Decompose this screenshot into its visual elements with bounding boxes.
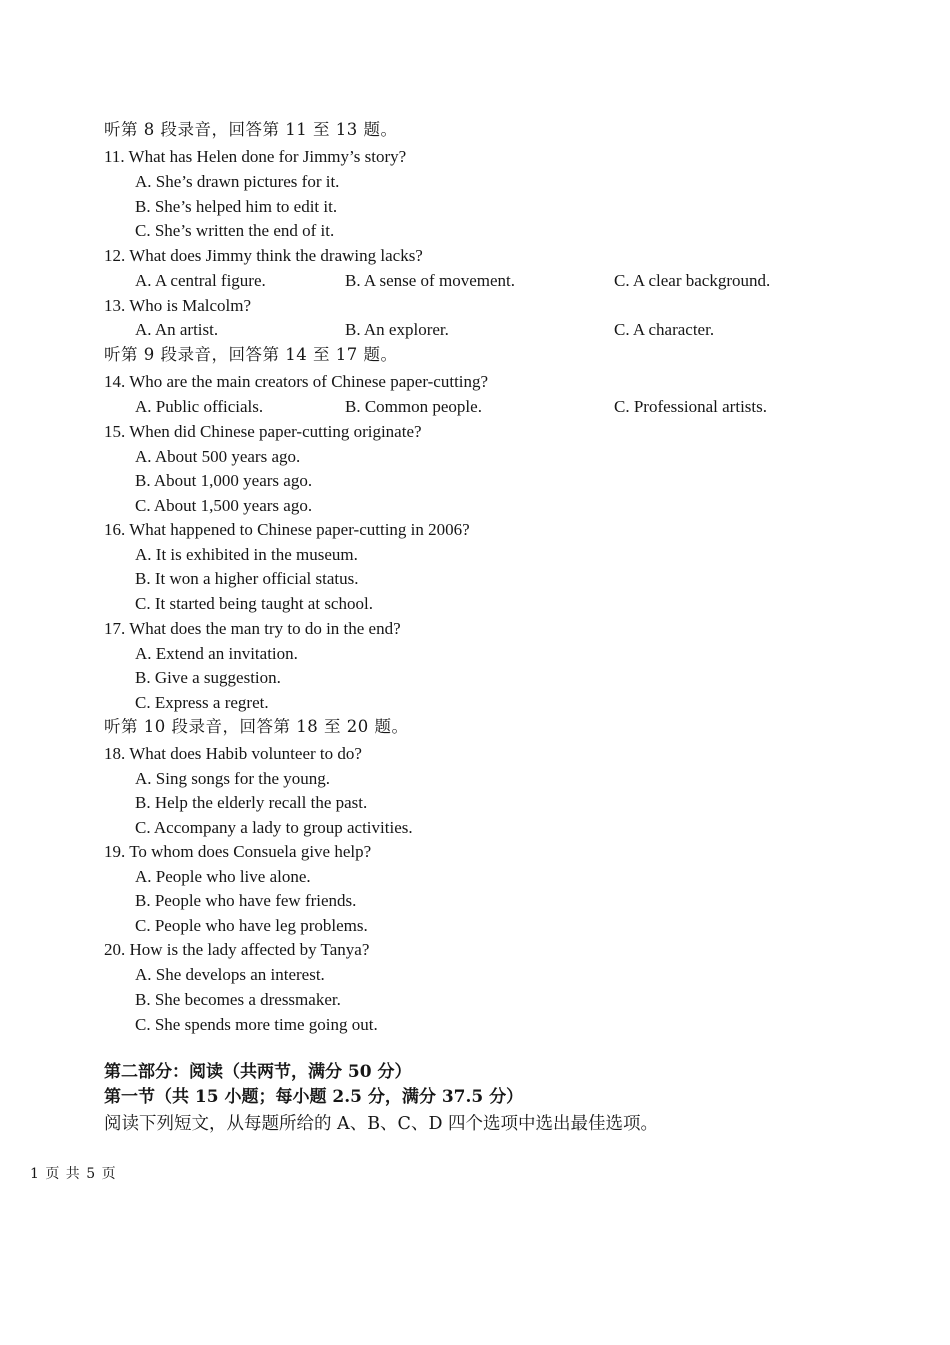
option-12-a: A. A central figure. (135, 271, 266, 290)
question-12: 12. What does Jimmy think the drawing lacks? (104, 246, 423, 265)
option-15-b: B. About 1,000 years ago. (135, 471, 313, 490)
option-19-b: B. People who have few friends. (135, 891, 357, 910)
option-17-c: C. Express a regret. (135, 693, 269, 712)
question-18: 18. What does Habib volunteer to do? (104, 744, 362, 763)
option-18-b: B. Help the elderly recall the past. (135, 793, 368, 812)
option-18-a: A. Sing songs for the young. (135, 769, 331, 788)
page-footer: 1 页 共 5 页 (30, 1166, 117, 1182)
option-16-a: A. It is exhibited in the museum. (135, 545, 358, 564)
option-11-c: C. She’s written the end of it. (135, 221, 335, 240)
option-13-a: A. An artist. (135, 320, 219, 339)
option-14-a: A. Public officials. (135, 397, 264, 416)
option-14-c: C. Professional artists. (614, 397, 767, 416)
question-17: 17. What does the man try to do in the end? (104, 619, 401, 638)
option-13-c: C. A character. (614, 320, 715, 339)
section-header-10: 听第 10 段录音，回答第 18 至 20 题。 (104, 717, 409, 736)
option-12-b: B. A sense of movement. (345, 271, 515, 290)
option-17-a: A. Extend an invitation. (135, 644, 298, 663)
question-11: 11. What has Helen done for Jimmy’s story? (104, 147, 407, 166)
question-14: 14. Who are the main creators of Chinese paper-cutting? (104, 372, 489, 391)
option-16-b: B. It won a higher official status. (135, 569, 359, 588)
reading-instruction: 阅读下列短文，从每题所给的 A、B、C、D 四个选项中选出最佳选项。 (104, 1114, 659, 1134)
question-20: 20. How is the lady affected by Tanya? (104, 940, 370, 959)
option-11-a: A. She’s drawn pictures for it. (135, 172, 340, 191)
question-16: 16. What happened to Chinese paper-cutting in 2006? (104, 520, 470, 539)
option-12-c: C. A clear background. (614, 271, 771, 290)
option-17-b: B. Give a suggestion. (135, 668, 281, 687)
question-15: 15. When did Chinese paper-cutting originate? (104, 422, 422, 441)
option-20-b: B. She becomes a dressmaker. (135, 990, 341, 1009)
option-14-b: B. Common people. (345, 397, 482, 416)
option-19-a: A. People who live alone. (135, 867, 311, 886)
option-18-c: C. Accompany a lady to group activities. (135, 818, 413, 837)
option-19-c: C. People who have leg problems. (135, 916, 368, 935)
option-11-b: B. She’s helped him to edit it. (135, 197, 338, 216)
section-header-8: 听第 8 段录音，回答第 11 至 13 题。 (104, 120, 398, 139)
option-15-a: A. About 500 years ago. (135, 447, 301, 466)
option-20-a: A. She develops an interest. (135, 965, 325, 984)
option-15-c: C. About 1,500 years ago. (135, 496, 313, 515)
section-header-9: 听第 9 段录音，回答第 14 至 17 题。 (104, 345, 398, 364)
option-20-c: C. She spends more time going out. (135, 1015, 378, 1034)
part2-title: 第二部分：阅读（共两节，满分 50 分） (104, 1062, 412, 1082)
section1-title: 第一节（共 15 小题；每小题 2.5 分，满分 37.5 分） (104, 1087, 524, 1107)
question-19: 19. To whom does Consuela give help? (104, 842, 372, 861)
option-16-c: C. It started being taught at school. (135, 594, 373, 613)
question-13: 13. Who is Malcolm? (104, 296, 251, 315)
option-13-b: B. An explorer. (345, 320, 449, 339)
